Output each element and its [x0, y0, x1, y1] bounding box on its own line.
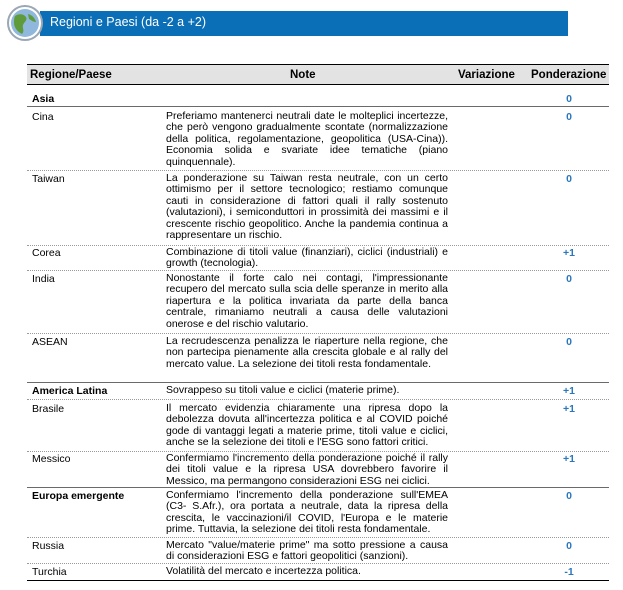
globe-icon	[6, 4, 44, 42]
column-header-region: Regione/Paese	[30, 69, 112, 81]
weight-value: 0	[566, 540, 572, 552]
weight-value: 0	[566, 490, 572, 502]
weight-value: +1	[563, 403, 575, 415]
weight-value: 0	[566, 273, 572, 285]
row-divider	[27, 270, 609, 271]
region-name: Turchia	[32, 566, 67, 578]
table-header-border	[27, 84, 609, 85]
note-text: Il mercato evidenzia chiaramente una ripresa dopo la debolezza dovuta all'incertezza politica e al COVID poiché gode di vantaggi legati a materie prime, titoli value e ciclici, anche se la selezione dei titoli e l'ESG sono fattori critici.	[166, 402, 448, 449]
region-name: Russia	[32, 540, 65, 552]
note-text: Volatilità del mercato e incertezza politica.	[166, 565, 361, 577]
region-name: Cina	[32, 111, 54, 123]
region-name: Europa emergente	[32, 490, 125, 502]
row-divider	[27, 399, 609, 400]
note-text: Mercato "value/materie prime" ma sotto pressione a causa di considerazioni ESG e fattori geopolitici (sanzioni).	[166, 539, 448, 563]
region-name: Taiwan	[32, 173, 65, 185]
note-text: Nonostante il forte calo nei contagi, l'impressionante recupero del mercato sulla scia delle speranze in merito alla riapertura e la politica invariata da parte della banca centrale, rimaniamo neutrali a causa delle valutazioni onerose e del rischio valutario.	[166, 272, 448, 330]
weight-value: 0	[566, 336, 572, 348]
weight-value: +1	[563, 385, 575, 397]
note-text: La ponderazione su Taiwan resta neutrale, con un certo ottimismo per il settore tecnologico; restiamo comunque cauti in considerazione di fattori quali il rally sostenuto (valutazioni), i semiconduttori in prossimità dei massimi e il crescente rischio geopolitico. Anche la pandemia continua a rappresentare un rischio.	[166, 172, 448, 242]
page-title: Regioni e Paesi (da -2 a +2)	[50, 15, 206, 29]
region-name: Brasile	[32, 403, 65, 415]
weight-value: 0	[566, 173, 572, 185]
note-text: Preferiamo mantenerci neutrali date le molteplici incertezze, che però vengono gradualmente scontate (normalizzazione della politica, regolamentazione, geopolitica (USA-Cina)). Economia solida e svariate idee tematiche (piano quinquennale).	[166, 110, 448, 168]
weight-value: -1	[564, 566, 574, 578]
weight-value: 0	[566, 111, 572, 123]
weight-value: +1	[563, 453, 575, 465]
row-divider	[27, 333, 609, 334]
note-text: Confermiamo l'incremento della ponderazione poiché il rally dei titoli value e la ripresa USA dovrebbero favorire il Messico, ma permangono considerazioni ESG nei ciclici.	[166, 452, 448, 487]
weight-value: +1	[563, 247, 575, 259]
row-divider	[27, 537, 609, 538]
note-text: Sovrappeso su titoli value e ciclici (materie prime).	[166, 384, 400, 396]
note-text: Confermiamo l'incremento della ponderazione sull'EMEA (C3- S.Afr.), ora portata a neutrale, data la ripresa della crescita, le vaccinazioni/il COVID, l'Europa e le materie prime. Tuttavia, la selezione dei titoli resta fondamentale.	[166, 489, 448, 536]
region-name: Corea	[32, 247, 61, 259]
row-divider	[27, 563, 609, 564]
column-header-change: Variazione	[458, 69, 515, 81]
region-name: America Latina	[32, 385, 108, 397]
weight-value: 0	[566, 93, 572, 105]
column-header-weight: Ponderazione	[531, 69, 607, 81]
note-text: La recrudescenza penalizza le riaperture nella regione, che non partecipa pienamente alla crescita globale e al rally del mercato value. La selezione dei titoli resta fondamentale.	[166, 335, 448, 370]
region-name: ASEAN	[32, 336, 68, 348]
region-name: Asia	[32, 93, 55, 105]
note-text: Combinazione di titoli value (finanziari), ciclici (industriali) e growth (tecnologia).	[166, 246, 448, 270]
region-name: India	[32, 273, 55, 285]
row-divider	[27, 487, 609, 488]
row-divider	[27, 170, 609, 171]
row-divider	[27, 106, 609, 107]
table-bottom-border	[27, 580, 609, 581]
row-divider	[27, 382, 609, 383]
table-header-background	[27, 65, 609, 84]
region-name: Messico	[32, 453, 71, 465]
column-header-note: Note	[290, 69, 316, 81]
